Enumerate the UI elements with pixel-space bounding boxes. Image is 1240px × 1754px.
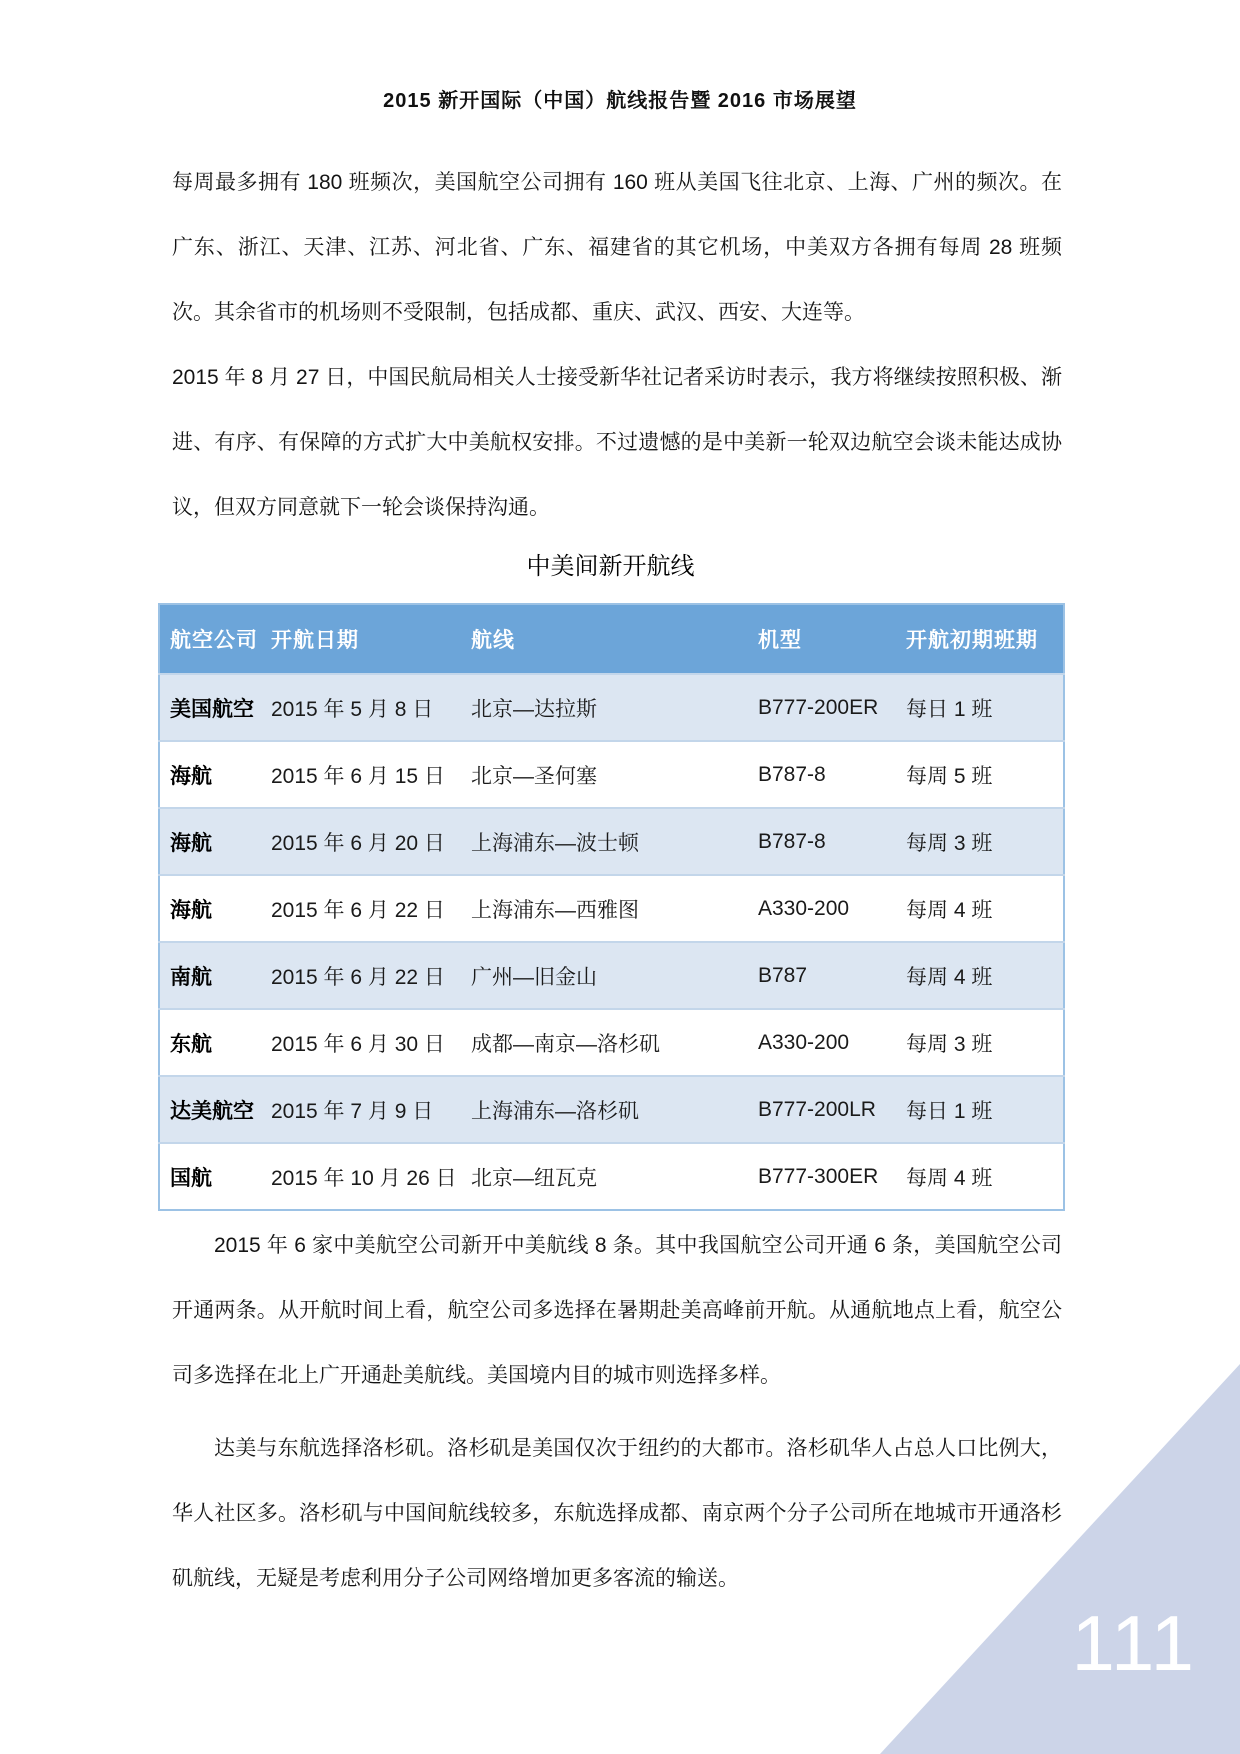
airline-cell: 海航 — [170, 898, 212, 922]
table-header-row — [159, 604, 1064, 674]
running-header-title: 2015 新开国际（中国）航线报告暨 2016 市场展望 — [383, 90, 857, 112]
frequency-cell: 每日 1 班 — [906, 697, 993, 721]
frequency-cell: 每周 4 班 — [906, 898, 993, 922]
date-cell: 2015 年 6 月 20 日 — [271, 831, 445, 855]
frequency-cell: 每周 3 班 — [906, 831, 993, 855]
frequency-cell: 每周 4 班 — [906, 1166, 993, 1190]
page-number: 111 — [1071, 1599, 1196, 1687]
table-row — [159, 808, 1064, 875]
paragraph-los-angeles-analysis: 达美与东航选择洛杉矶。洛杉矶是美国仅次于纽约的大都市。洛杉矶华人占总人口比例大，华人社区多。洛杉矶与中国间航线较多，东航选择成都、南京两个分子公司所在地城市开通洛杉矶航线，无疑是考虑利用分子公司网络增加更多客流的输送。 — [172, 1437, 1062, 1590]
table-row — [159, 741, 1064, 808]
date-cell: 2015 年 6 月 15 日 — [271, 764, 445, 788]
aircraft-cell: B777-200LR — [758, 1097, 876, 1121]
aircraft-cell: A330-200 — [758, 1030, 850, 1054]
date-cell: 2015 年 6 月 30 日 — [271, 1032, 445, 1056]
date-cell: 2015 年 10 月 26 日 — [271, 1166, 457, 1190]
airline-cell: 东航 — [170, 1032, 212, 1056]
route-cell: 广州—旧金山 — [471, 965, 597, 989]
date-cell: 2015 年 6 月 22 日 — [271, 965, 445, 989]
route-cell: 上海浦东—西雅图 — [471, 898, 639, 922]
aircraft-cell: B787-8 — [758, 762, 826, 786]
column-header-frequency: 开航初期班期 — [896, 604, 1064, 674]
frequency-cell: 每周 4 班 — [906, 965, 993, 989]
table-row — [159, 674, 1064, 741]
upper-text-block — [172, 150, 1062, 540]
lower-text-block — [172, 1213, 1062, 1611]
table-row — [159, 1009, 1064, 1076]
table-row — [159, 1143, 1064, 1210]
date-cell: 2015 年 5 月 8 日 — [271, 697, 434, 721]
route-cell: 上海浦东—洛杉矶 — [471, 1099, 639, 1123]
airline-cell: 海航 — [170, 764, 212, 788]
paragraph-us-china-frequencies: 每周最多拥有 180 班频次，美国航空公司拥有 160 班从美国飞往北京、上海、广州的频次。在广东、浙江、天津、江苏、河北省、广东、福建省的其它机场，中美双方各拥有每周 28 班频次。其余省市的机场则不受限制，包括成都、重庆、武汉、西安、大连等。 — [172, 171, 1062, 324]
aircraft-cell: B777-200ER — [758, 695, 879, 719]
airline-cell: 达美航空 — [170, 1099, 254, 1123]
column-header-aircraft: 机型 — [748, 604, 896, 674]
airline-cell: 美国航空 — [170, 697, 254, 721]
table-title: 中美间新开航线 — [526, 553, 695, 580]
paragraph-caac-statement: 2015 年 8 月 27 日，中国民航局相关人士接受新华社记者采访时表示，我方将继续按照积极、渐进、有序、有保障的方式扩大中美航权安排。不过遗憾的是中美新一轮双边航空会谈未能达成协议，但双方同意就下一轮会谈保持沟通。 — [172, 366, 1062, 519]
route-cell: 上海浦东—波士顿 — [471, 831, 639, 855]
route-cell: 北京—圣何塞 — [471, 764, 597, 788]
column-header-route: 航线 — [461, 604, 748, 674]
frequency-cell: 每日 1 班 — [906, 1099, 993, 1123]
column-header-date: 开航日期 — [261, 604, 461, 674]
date-cell: 2015 年 7 月 9 日 — [271, 1099, 434, 1123]
aircraft-cell: B777-300ER — [758, 1164, 879, 1188]
table-row — [159, 1076, 1064, 1143]
table-row — [159, 875, 1064, 942]
table-row — [159, 942, 1064, 1009]
aircraft-cell: A330-200 — [758, 896, 850, 920]
route-cell: 北京—达拉斯 — [471, 697, 597, 721]
aircraft-cell: B787-8 — [758, 829, 826, 853]
route-cell: 北京—纽瓦克 — [471, 1166, 597, 1190]
airline-cell: 南航 — [170, 965, 212, 989]
column-header-airline: 航空公司 — [159, 604, 261, 674]
frequency-cell: 每周 5 班 — [906, 764, 993, 788]
airline-cell: 海航 — [170, 831, 212, 855]
date-cell: 2015 年 6 月 22 日 — [271, 898, 445, 922]
new-routes-table — [158, 603, 1065, 1211]
airline-cell: 国航 — [170, 1166, 212, 1190]
paragraph-route-summary: 2015 年 6 家中美航空公司新开中美航线 8 条。其中我国航空公司开通 6 条，美国航空公司开通两条。从开航时间上看，航空公司多选择在暑期赴美高峰前开航。从通航地点上看，航空公司多选择在北上广开通赴美航线。美国境内目的城市则选择多样。 — [172, 1234, 1062, 1387]
route-cell: 成都—南京—洛杉矶 — [471, 1032, 660, 1056]
aircraft-cell: B787 — [758, 963, 808, 987]
frequency-cell: 每周 3 班 — [906, 1032, 993, 1056]
